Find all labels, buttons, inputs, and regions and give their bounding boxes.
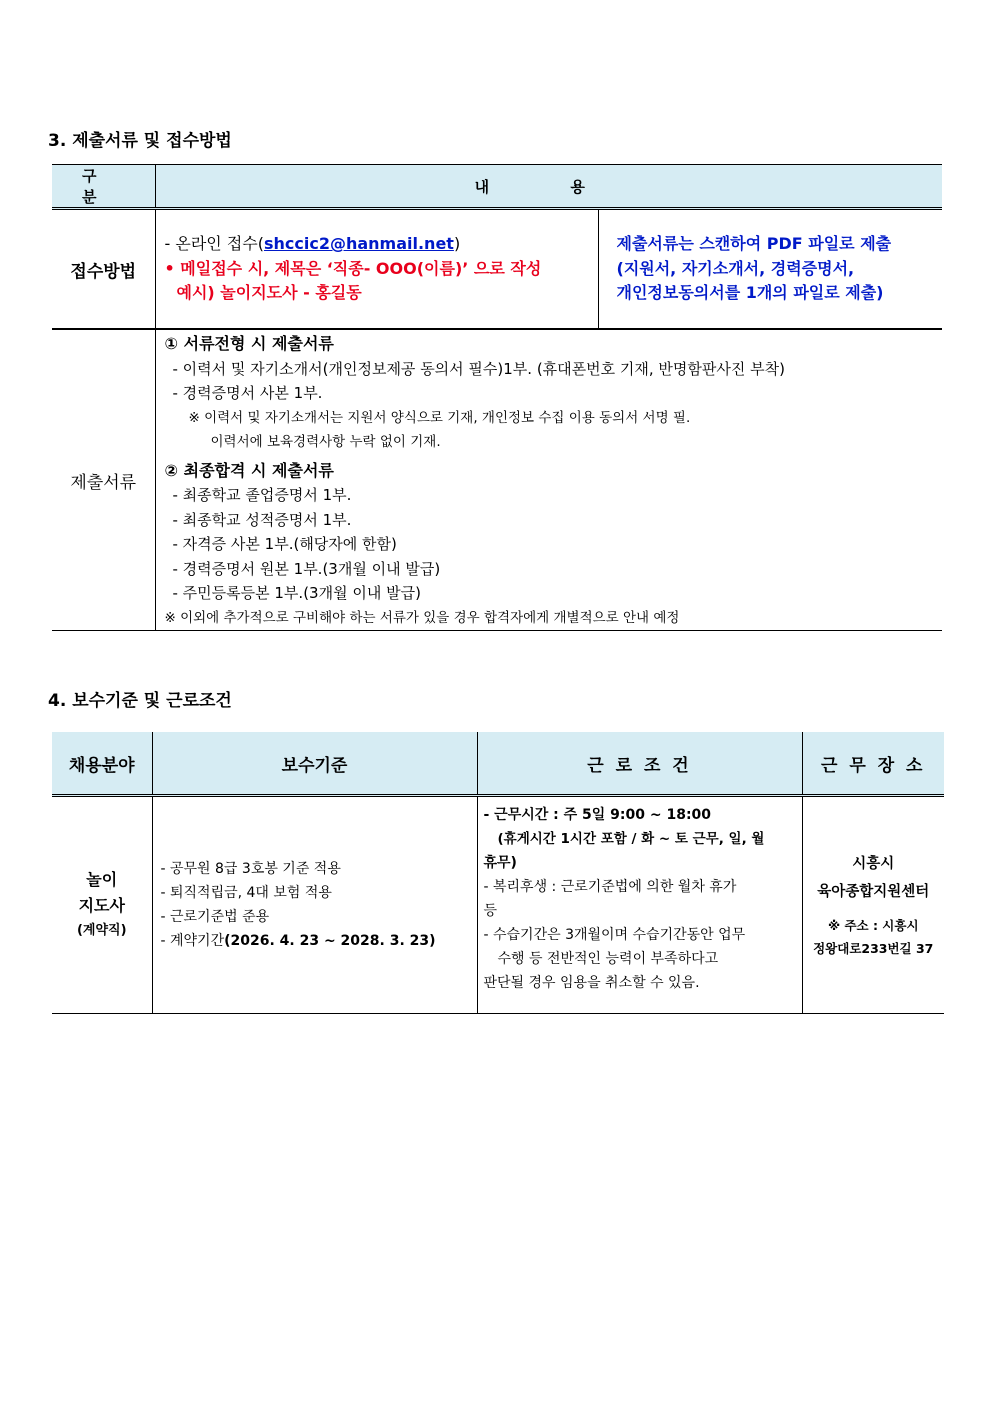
probation-cont: 수행 등 전반적인 능력이 부족하다고 [497,951,719,967]
part2-item: - 주민등록등본 1부.(3개월 이내 발급) [172,584,421,602]
part2-item: - 최종학교 졸업증명서 1부. [172,486,352,504]
mail-subject-note: • 메일접수 시, 제목은 ‘직종- OOO(이름)’ 으로 작성 [164,258,542,278]
documents-cell [155,329,942,631]
pay-row [52,796,944,1014]
documents-row [52,329,942,631]
place-address-1: ※ 주소 : 시흥시 [827,918,919,933]
email-link[interactable]: shccic2@hanmail.net [263,234,454,254]
welfare-cont: 등 [483,903,498,919]
part2-title: ② 최종합격 시 제출서류 [164,460,334,480]
welfare: - 복리후생 : 근로기준법에 의한 월차 휴가 [483,879,737,895]
scan-note-cell [598,209,942,330]
section3-title: 3. 제출서류 및 접수방법 [48,131,232,151]
part1-note: ※ 이력서 및 자기소개서는 지원서 양식으로 기재, 개인정보 수집 이용 동의서 서명 필. [188,409,691,426]
field-contract: (계약직) [76,923,127,938]
part2-item: - 자격증 사본 1부.(해당자에 한함) [172,535,397,553]
header-pay: 보수기준 [152,732,477,796]
part1-item: - 이력서 및 자기소개서(개인정보제공 동의서 필수)1부. (휴대폰번호 기재, 반명함판사진 부착) [172,359,785,378]
work-hours-detail: 휴무) [483,855,517,871]
work-hours-detail: (휴게시간 1시간 포함 / 화 ~ 토 근무, 일, 월 [497,831,765,847]
place-cell [802,796,944,1014]
place-center: 육아종합지원센터 [817,884,930,900]
conditions-cell [477,796,802,1014]
field-line-2: 지도사 [78,896,125,915]
part2-item: - 경력증명서 원본 1부.(3개월 이내 발급) [172,559,441,578]
header-conditions: 근 로 조 건 [477,732,802,796]
pay-conditions-table [52,732,944,1014]
documents-label: 제출서류 [52,329,155,631]
section4-title: 4. 보수기준 및 근로조건 [48,691,232,711]
header-field: 채용분야 [52,732,152,796]
header-category: 구 분 [52,165,155,209]
scan-note-line-2: (지원서, 자기소개서, 경력증명서, [616,258,855,278]
place-city: 시흥시 [852,856,895,872]
receipt-method-cell [155,209,598,330]
field-cell [52,796,152,1014]
work-hours: - 근무시간 : 주 5일 9:00 ~ 18:00 [483,807,712,823]
part1-note: 이력서에 보육경력사항 누락 없이 기재. [210,434,441,450]
receipt-label: 접수방법 [52,209,155,330]
place-address-2: 정왕대로233번길 37 [813,941,934,956]
field-line-1: 놀이 [86,870,118,889]
header-content: 내 용 [155,165,942,209]
scan-note-line-3: 개인정보동의서를 1개의 파일로 제출) [616,283,884,303]
pay-item: - 공무원 8급 3호봉 기준 적용 [160,861,341,877]
receipt-row [52,209,942,330]
probation: - 수습기간은 3개월이며 수습기간동안 업무 [483,927,746,943]
probation-cont: 판단될 경우 임용을 취소할 수 있음. [483,975,700,991]
mail-example: 예시) 놀이지도사 - 홍길동 [176,283,362,303]
part1-item: - 경력증명서 사본 1부. [172,384,323,402]
pay-item: - 근로기준법 준용 [160,909,270,925]
pay-item: - 퇴직적립금, 4대 보험 적용 [160,885,332,901]
pay-cell [152,796,477,1014]
scan-note-line-1: 제출서류는 스캔하여 PDF 파일로 제출 [616,234,892,254]
contract-period: - 계약기간(2026. 4. 23 ~ 2028. 3. 23) [160,933,436,949]
header-place: 근 무 장 소 [802,732,944,796]
part2-item: - 최종학교 성적증명서 1부. [172,510,352,529]
submission-table [52,164,942,631]
online-receipt: - 온라인 접수(shccic2@hanmail.net) [164,234,461,254]
documents-footer-note: ※ 이외에 추가적으로 구비해야 하는 서류가 있을 경우 합격자에게 개별적으로 안내 예정 [164,609,680,626]
part1-title: ① 서류전형 시 제출서류 [164,334,334,353]
